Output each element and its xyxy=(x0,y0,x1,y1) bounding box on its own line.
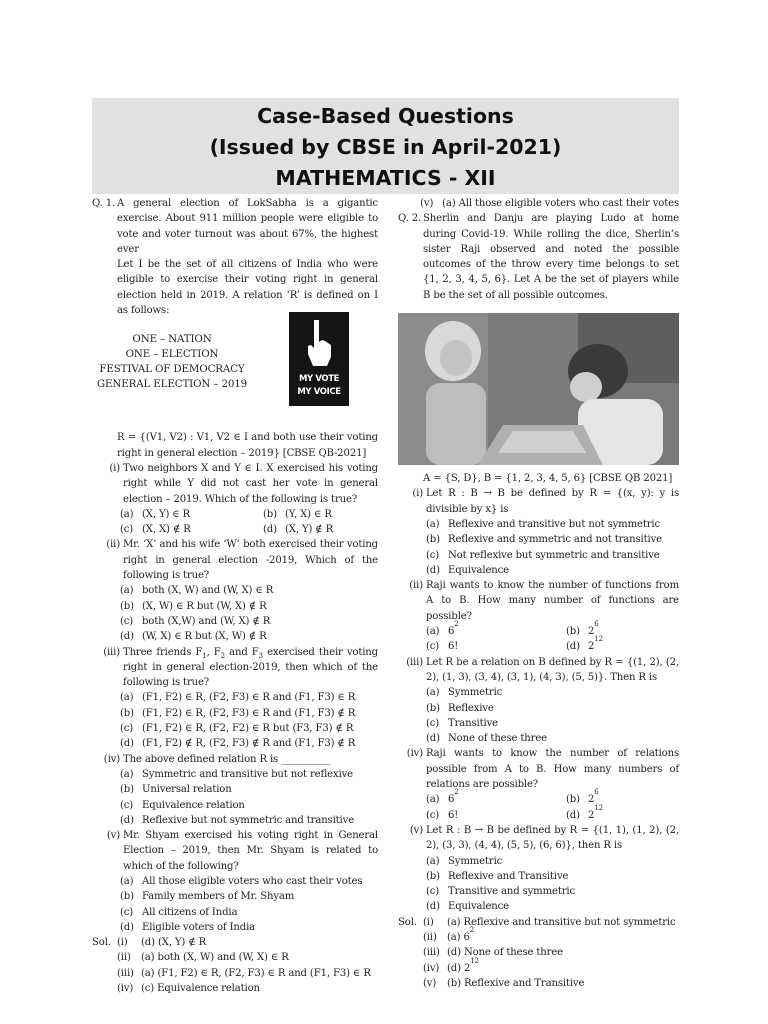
q2-part-iii: (iii) Let R be a relation on B defined by R = {(1, 2), (2, 2), (1, 3), (3, 4), (3, 1), (4, 3), (5, 5)}. Then R is xyxy=(406,656,679,683)
q2-part-ii: (ii) Raji wants to know the number of functions from A to B. How many number of functions are possible? xyxy=(409,580,679,622)
election-logo-block xyxy=(92,318,378,430)
q1-part-i: (i) Two neighbors X and Y ∈ I. X exercised his voting right while Y did not cast her vote in general election – 2019. Which of the following is true? xyxy=(109,462,378,505)
q1-intro-text: A general election of LokSabha is a gigantic exercise. About 911 million people were eligible to vote and voter turnout was about 67%, the highest ever xyxy=(117,198,378,255)
q2-solution: Sol. (i) (a) Reflexive and transitive but not symmetric xyxy=(398,916,676,928)
q1-solution: Sol. (i) (d) (X, Y) ∉ R xyxy=(92,937,207,949)
left-column: Q. 1. A general election of LokSabha is a gigantic exercise. About 911 million people were eligible to vote and voter turnout was about 67%, the highest ever Let I be the set of all citizens of India who were eligible to exercise their voting right in general election held in 2019. A relation ‘R’ is defined on I as follows: ONE – NATION ONE – ELECTION FESTIVAL OF DEMOCRACY GENERAL ELECTION – 2019 MY VOTE MY VOICE R = {(V1, V2) : V1, V2 ∈ I and both use their voting right in general election – 2019} [CBSE QB-2021] (i) Two neighbors X and Y ∈ I. X exercised his voting right while Y did not cast her vote in general election – 2019. Which of the following is true? (a) (X, Y) ∈ R (b) (Y, X) ∈ R (c) (X, X) ∉ R (d) (X, Y) ∉ R (ii) Mr. ‘X’ and his wife ‘W’ both exercised their voting right in general election -2019, Which of the following is true? (a) both (X, W) and (W, X) ∈ R (b) (X, W) ∈ R but (W, X) ∉ R (c) both (X,W) and (W, X) ∉ R (d) (W, X) ∈ R but (X, W) ∉ R (iii) Three friends $F_1$, $F_2$ and $F_3$ exercised their voting right in general election-2019, then which of the following is true? (a) (F1, F2) ∈ R, (F2, F3) ∈ R and (F1, F3) ∈ R (b) (F1, F2) ∈ R, (F2, F3) ∈ R and (F1, F3) ∉ R (c) (F1, F2) ∈ R, (F2, F2) ∈ R but (F3, F3) ∉ R (d) (F1, F2) ∉ R, (F2, F3) ∉ R and (F1, F3) ∉ R (iv) The above defined relation R is __________ (a) Symmetric and transitive but not reflexive (b) Universal relation (c) Equivalence relation (d) Reflexive but not symmetric and transitive (v) Mr. Shyam exercised his voting right in General Election – 2019, then Mr. Shyam is related to which of the following? (a) All those eligible voters who cast their votes (b) Family members of Mr. Shyam (c) All citizens of India (d) Eligible voters of India Sol. (i) (d) (X, Y) ∉ R (ii) (a) both (X, W) and (W, X) ∈ R (iii) (a) (F1, F2) ∈ R, (F2, F3) ∈ R and (F1, F3) ∈ R (iv) (c) Equivalence relation xyxy=(92,198,378,995)
page-header xyxy=(92,98,679,194)
my-vote-logo xyxy=(289,312,349,406)
header-subject: MATHEMATICS - XII xyxy=(275,166,496,190)
header-subtitle: (Issued by CBSE in April-2021) xyxy=(209,135,562,159)
pointing-hand-icon xyxy=(306,318,334,368)
q1-part-iii: (iii) Three friends $F_1$, $F_2$ and $F_3$ exercised their voting right in general election-2019, then which of the following is true? xyxy=(103,646,378,689)
header-title: Case-Based Questions xyxy=(257,104,514,128)
logo-line-1: MY VOTE xyxy=(298,374,340,385)
q1-intro xyxy=(92,196,378,257)
q2-part-iv: (iv) Raji wants to know the number of relations possible from A to B. How many numbers of relations are possible? xyxy=(406,748,679,791)
q1-part-ii: (ii) Mr. ‘X’ and his wife ‘W’ both exercised their voting right in general election -2019, Which of the following is true? xyxy=(106,539,378,582)
logo-line-2: MY VOICE xyxy=(297,387,341,398)
sets-definition: A = {S, D}, B = {1, 2, 3, 4, 5, 6} [CBSE QB 2021] xyxy=(423,473,673,485)
children-playing-ludo-photo xyxy=(398,313,679,465)
relation-definition: R = {(V1, V2) : V1, V2 ∈ I and both use their voting right in general election – 2019} [CBSE QB-2021] xyxy=(117,432,378,459)
q1-part-iv: (iv) The above defined relation R is __________ xyxy=(103,753,331,765)
question-number: Q. 1. xyxy=(92,198,116,209)
q2-part-v: (v) Let R : B → B be defined by R = {(1, 1), (1, 2), (2, 2), (3, 3), (4, 4), (5, 5), (6, 6)}, then R is xyxy=(409,824,679,852)
question-number: Q. 2. xyxy=(398,213,422,225)
photo-illustration xyxy=(398,313,679,465)
logo-caption: ONE – NATION ONE – ELECTION FESTIVAL OF DEMOCRACY GENERAL ELECTION – 2019 xyxy=(96,333,248,391)
q1-intro-text-2: Let I be the set of all citizens of India who were eligible to exercise their voting right in general election held in 2019. A relation ‘R’ is defined on I as follows: xyxy=(117,259,378,317)
q2-part-i: (i) Let R : B → B be defined by R = {(x, y): y is divisible by x} is xyxy=(412,488,679,515)
right-column: (v) (a) All those eligible voters who cast their votes Q. 2. Sherlin and Danju are playing Ludo at home during Covid-19. While rolling the dice, Sherlin’s sister Raji observed and noted the possible outcomes of the throw every time belongs to set {1, 2, 3, 4, 5, 6}. Let A be the set of players while B be the set of all possible outcomes. A = {S, D}, B = {1, 2, 3, 4, 5, 6} [CBSE QB 2021] (i) Let R : B → B be defined by R = {(x, y): y is divisible by x} is (a) Reflexive and transitive but not symmetric (b) Reflexive and symmetric and not transitive (c) Not reflexive but symmetric and transitive (d) Equivalence (ii) Raji wants to know the number of functions from A to B. How many number of functions are possible? (a) 6 2 (b) 2 6 (c) 6! (d) 2 12 (iii) Let R be a relation on B defined by R = {(1, 2), (2, 2), (1, 3), (3, 4), (3, 1), (4, 3), (5, 5)}. Then R is (a) Symmetric (b) Reflexive (c) Transitive (d) None of these three (iv) Raji wants to know the number of relations possible from A to B. How many numbers of relations are possible? (a) 6 2 (b) 2 6 (c) 6! (d) 2 12 (v) Let R : B → B be defined by R = {(1, 1), (1, 2), (2, 2), (3, 3), (4, 4), (5, 5), (6, 6)}, then R is (a) Symmetric (b) Reflexive and Transitive (c) Transitive and symmetric (d) Equivalence Sol. (i) (a) Reflexive and transitive but not symmetric (ii) (a) 6 2 (iii) (d) None of these three (iv) (d) 2 12 (v) (b) Reflexive and Transitive xyxy=(398,198,679,989)
q1-part-v: (v) Mr. Shyam exercised his voting right in General Election – 2019, then Mr. Shyam is related to which of the following? xyxy=(106,830,378,872)
q2-intro: Q. 2. Sherlin and Danju are playing Ludo at home during Covid-19. While rolling the dice, Sherlin’s sister Raji observed and noted the possible outcomes of the throw every time belongs to set {1, 2, 3, 4, 5, 6}. Let A be the set of players while B be the set of all possible outcomes. xyxy=(398,211,679,303)
